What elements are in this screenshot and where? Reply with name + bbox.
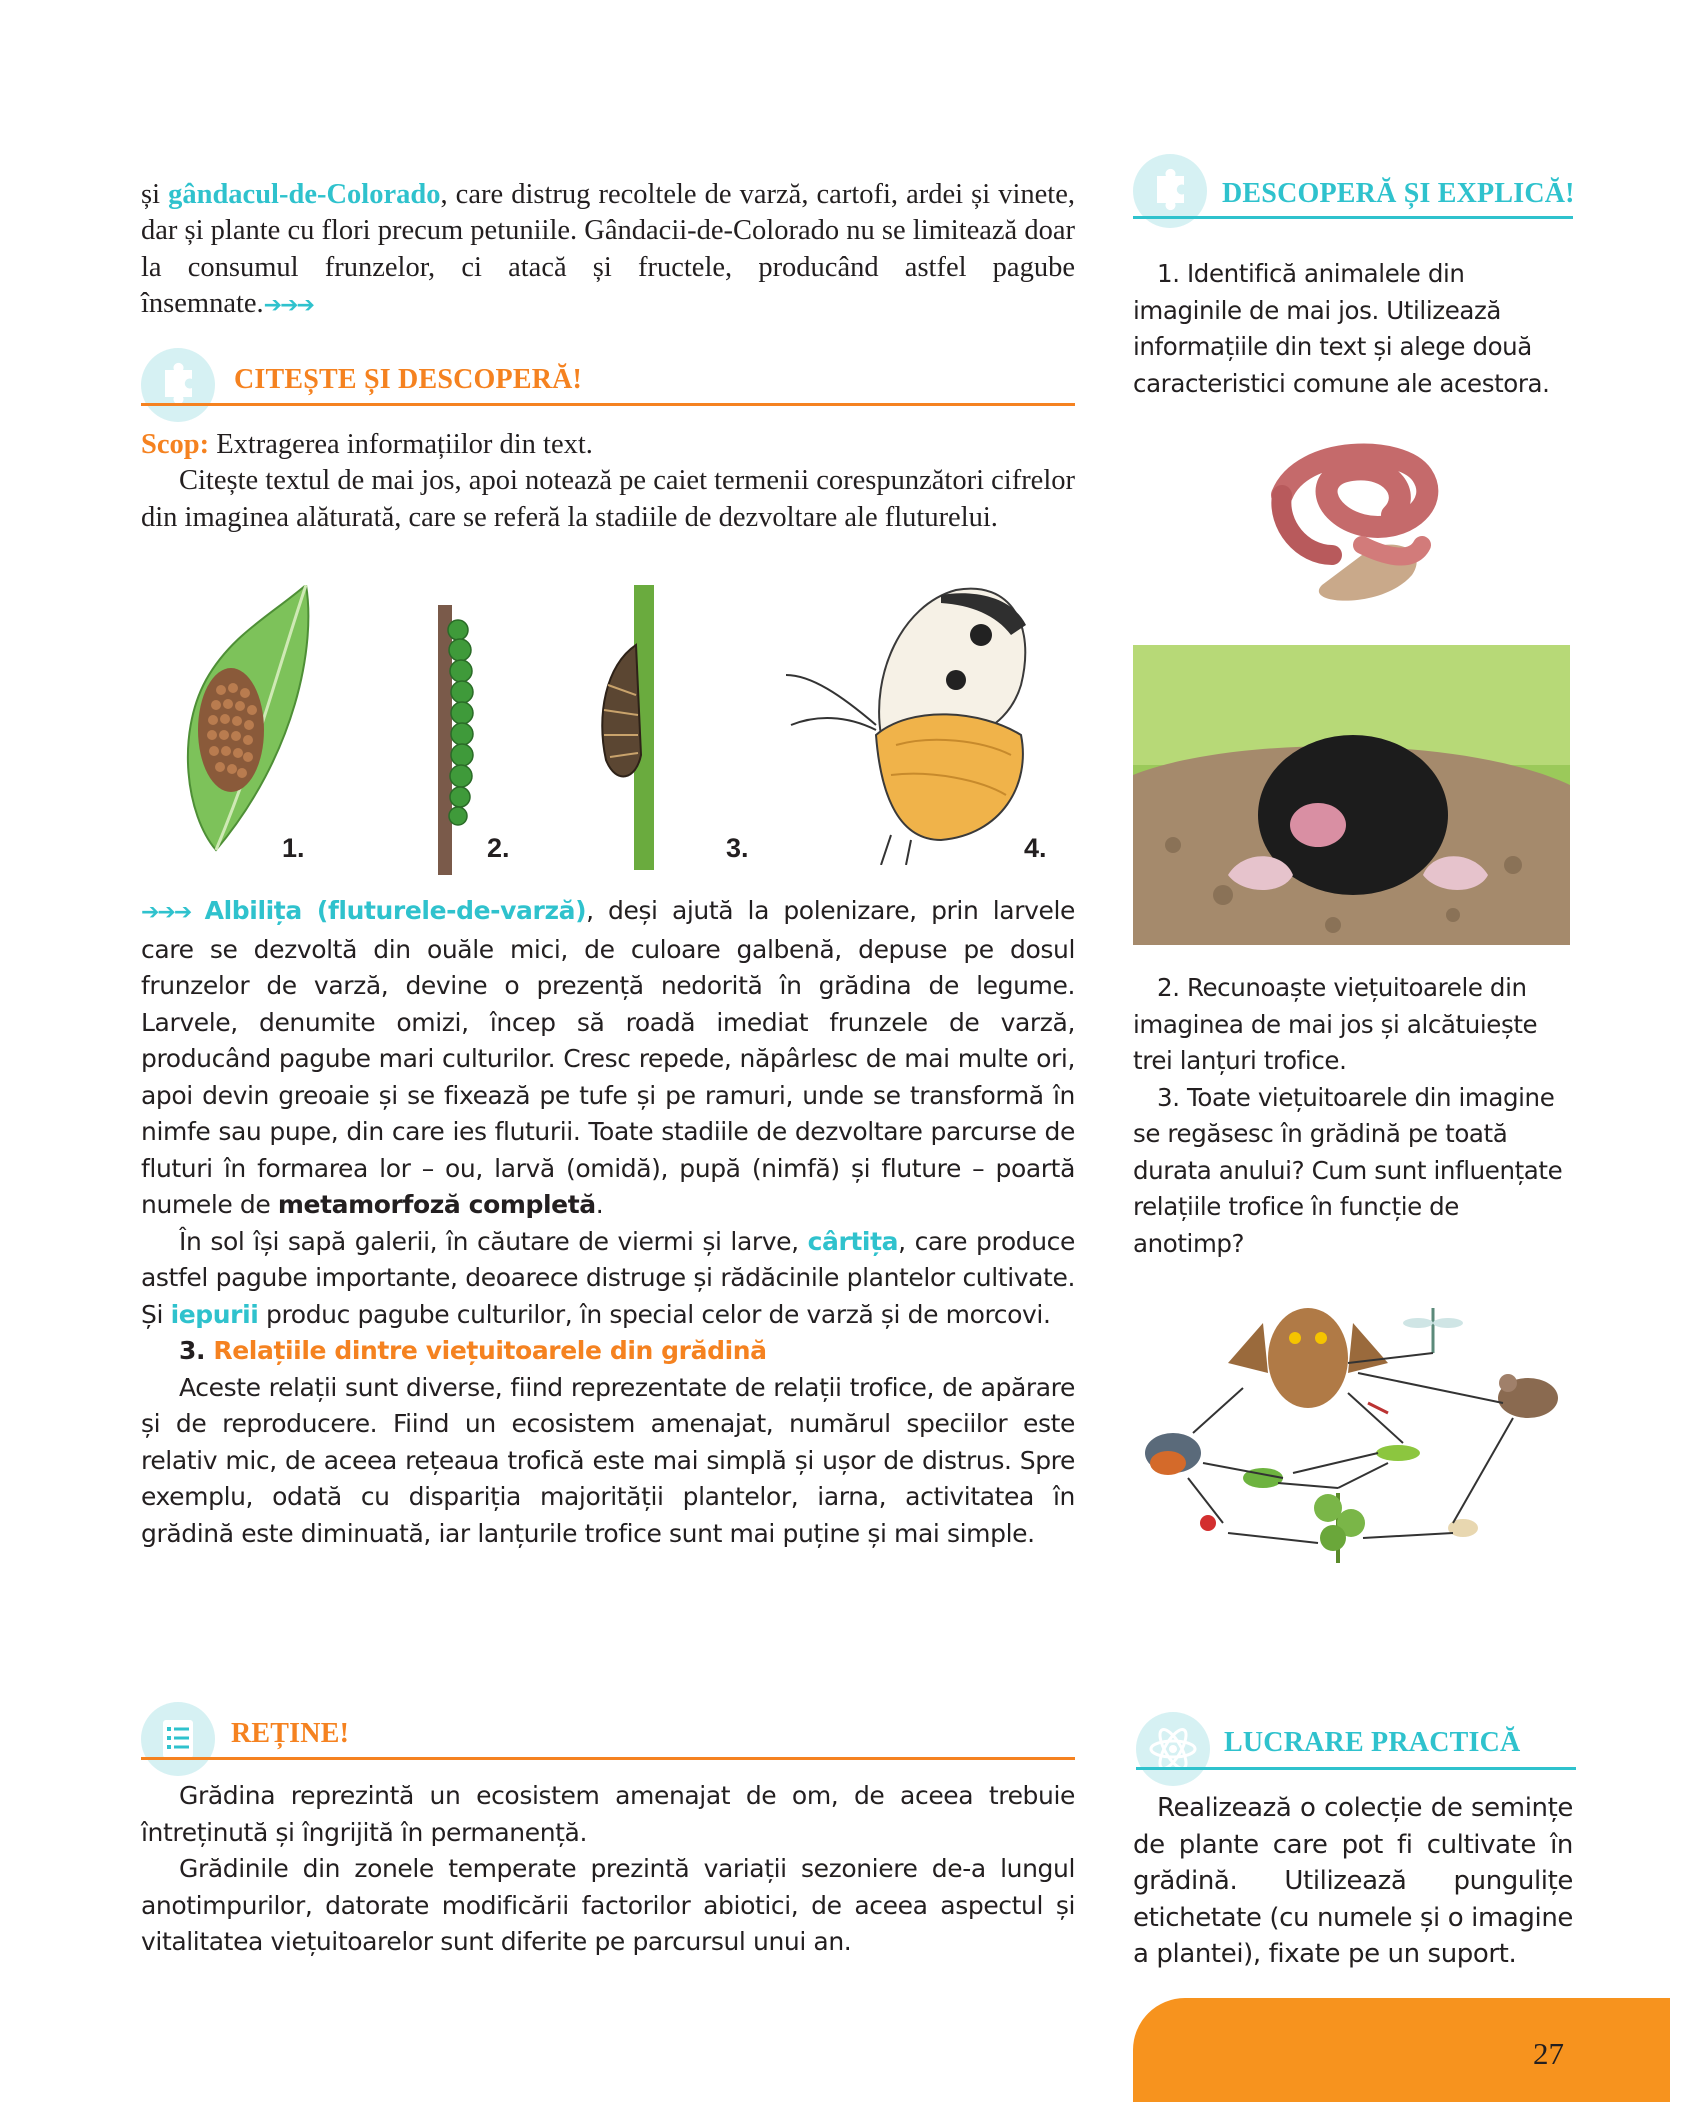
page-number: 27 — [1533, 2036, 1564, 2071]
section-title-retine: REȚINE! — [231, 1718, 350, 1749]
scop-label: Scop: — [141, 429, 210, 460]
questions-2-3 — [1133, 970, 1573, 1262]
highlight-cartita: cârtița — [807, 1226, 899, 1256]
arrow-continue-icon: ➔➔➔ — [141, 900, 191, 925]
section-title-descopera: DESCOPERĂ ȘI EXPLICĂ! — [1222, 178, 1575, 209]
puzzle-icon — [141, 348, 215, 422]
stage-label-4: 4. — [1024, 833, 1047, 863]
albilita-paragraph: ➔➔➔ Albilița (fluturele-de-varză), deși ajută la polenizare, prin larvele care se dezvoltă din ouăle mici, de culoare galbenă, depuse pe dosul frunzelor de varză, devine o prezență nedorită în grădina de legume. Larvele, denumite omizi, încep să roadă imediat frunzele de varză, producând pagube mari culturilor. Cresc repede, năpârlesc de mai multe ori, apoi devin greoaie și se fixează pe tufe și pe ramuri, unde se transformă în nimfe sau pupe, din care ies fluturii. Toate stadiile de dezvoltare parcurse de fluturi în formarea lor – ou, larvă (omidă), pupă (nimfă) și fluture – poartă numele de metamorfoză completă. În sol își sapă galerii, în căutare de viermi și larve, cârtița, care produce astfel pagube importante, deoarece distruge și rădăcinile plantelor cultivate. Și iepurii produc pagube culturilor, în special celor de varză și de morcovi. 3. Relațiile dintre viețuitoarele din grădină Aceste relații sunt diverse, fiind reprezentate de relații trofice, de apărare și de reproducere. Fiind un ecosistem amenajat, numărul speciilor este relativ mic, de aceea rețeaua trofică este mai simplă și ușor de distrus. Spre exemplu, odată cu dispariția majorității plantelor, iarna, activitatea în grădină este diminuată, iar lanțurile trofice sunt mai puține și mai simple. — [141, 893, 1075, 1552]
eggs-on-leaf-image — [176, 585, 326, 855]
highlight-iepurii: iepurii — [170, 1299, 259, 1329]
pupa-on-stem-image — [586, 585, 681, 870]
section-divider — [1133, 216, 1573, 219]
list-icon — [141, 1702, 215, 1776]
intro-paragraph: și gândacul-de-Colorado, care distrug recoltele de varză, cartofi, ardei și vinete, dar și plante cu flori precum petuniile. Gândacii-de-Colorado nu se limitează doar la consumul frunzelor, ci atacă și fructele, producând astfel pagube însemnate.➔➔➔ — [141, 179, 1076, 319]
atom-icon — [1136, 1712, 1210, 1786]
retine-text — [141, 1778, 1075, 1961]
earthworm-photo — [1262, 435, 1452, 610]
scop-block: Scop: Extragerea informațiilor din text. Citește textul de mai jos, apoi notează pe caiet termenii corespunzători cifrelor din imaginea alăturată, care se referă la stadiile de dezvoltare ale fluturelui. — [141, 427, 1075, 536]
metamorphosis-illustration — [141, 585, 1075, 885]
cabbage-butterfly-image — [781, 585, 1051, 865]
practica-text: Realizează o colecție de semințe de plante care pot fi cultivate în grădină. Utilizează pungulițe etichetate (cu numele și o imagine a plantei), fixate pe un suport. — [1133, 1793, 1574, 1969]
food-web-diagram — [1133, 1283, 1573, 1573]
relations-heading: 3. Relațiile dintre viețuitoarele din grădină — [179, 1336, 767, 1365]
instructions-text: Citește textul de mai jos, apoi notează pe caiet termenii corespunzători cifrelor din imaginea alăturată, care se referă la stadiile de dezvoltare ale fluturelui. — [141, 465, 1075, 533]
cartita-paragraph: În sol își sapă galerii, în căutare de viermi și larve, cârtița, care produce astfel pagube importante, deoarece distruge și rădăcinile plantelor cultivate. Și iepurii produc pagube culturilor, în special celor de varză și de morcovi. — [141, 1226, 1075, 1329]
section-divider — [141, 1757, 1075, 1760]
section-title-practica: LUCRARE PRACTICĂ — [1224, 1727, 1521, 1758]
question-2: 2. Recunoaște viețuitoarele din imaginea de mai jos și alcătuiește trei lanțuri trofice. — [1133, 973, 1538, 1075]
stage-label-2: 2. — [487, 833, 510, 863]
retine-paragraph-2: Grădinile din zonele temperate prezintă variații sezoniere de-a lungul anotimpurilor, datorate modificării factorilor abiotici, de aceea aspectul și vitalitatea viețuitoarelor sunt diferite pe parcursul unui an. — [141, 1854, 1075, 1956]
stage-label-1: 1. — [282, 833, 305, 863]
highlight-albilita: Albilița (fluturele-de-varză) — [204, 896, 587, 925]
highlight-colorado: gândacul-de-Colorado — [168, 179, 441, 210]
retine-paragraph-1: Grădina reprezintă un ecosistem amenajat de om, de aceea trebuie întreținută și îngrijită în permanență. — [141, 1781, 1075, 1847]
section-divider — [141, 403, 1075, 406]
section-divider — [1136, 1767, 1576, 1770]
arrow-continue-icon: ➔➔➔ — [263, 292, 313, 318]
section-title-citeste: CITEȘTE ȘI DESCOPERĂ! — [234, 364, 583, 395]
page-number-tab — [1133, 1998, 1670, 2102]
caterpillar-on-stem-image — [424, 605, 494, 875]
question-3: 3. Toate viețuitoarele din imagine se regăsesc în grădină pe toată durata anului? Cum sunt influențate relațiile trofice în funcție de anotimp? — [1133, 1082, 1563, 1258]
question-1: 1. Identifică animalele din imaginile de mai jos. Utilizează informațiile din text și alege două caracteristici comune ale acestora. — [1133, 259, 1550, 398]
relations-text: Aceste relații sunt diverse, fiind reprezentate de relații trofice, de apărare și de reproducere. Fiind un ecosistem amenajat, numărul speciilor este relativ mic, de aceea rețeaua trofică este mai simplă și ușor de distrus. Spre exemplu, odată cu dispariția majorității plantelor, iarna, activitatea în grădină este diminuată, iar lanțurile trofice sunt mai puține și mai simple. — [141, 1372, 1075, 1548]
mole-photo — [1133, 645, 1570, 945]
stage-label-3: 3. — [726, 833, 749, 863]
term-metamorfoza: metamorfoză completă — [277, 1190, 596, 1219]
